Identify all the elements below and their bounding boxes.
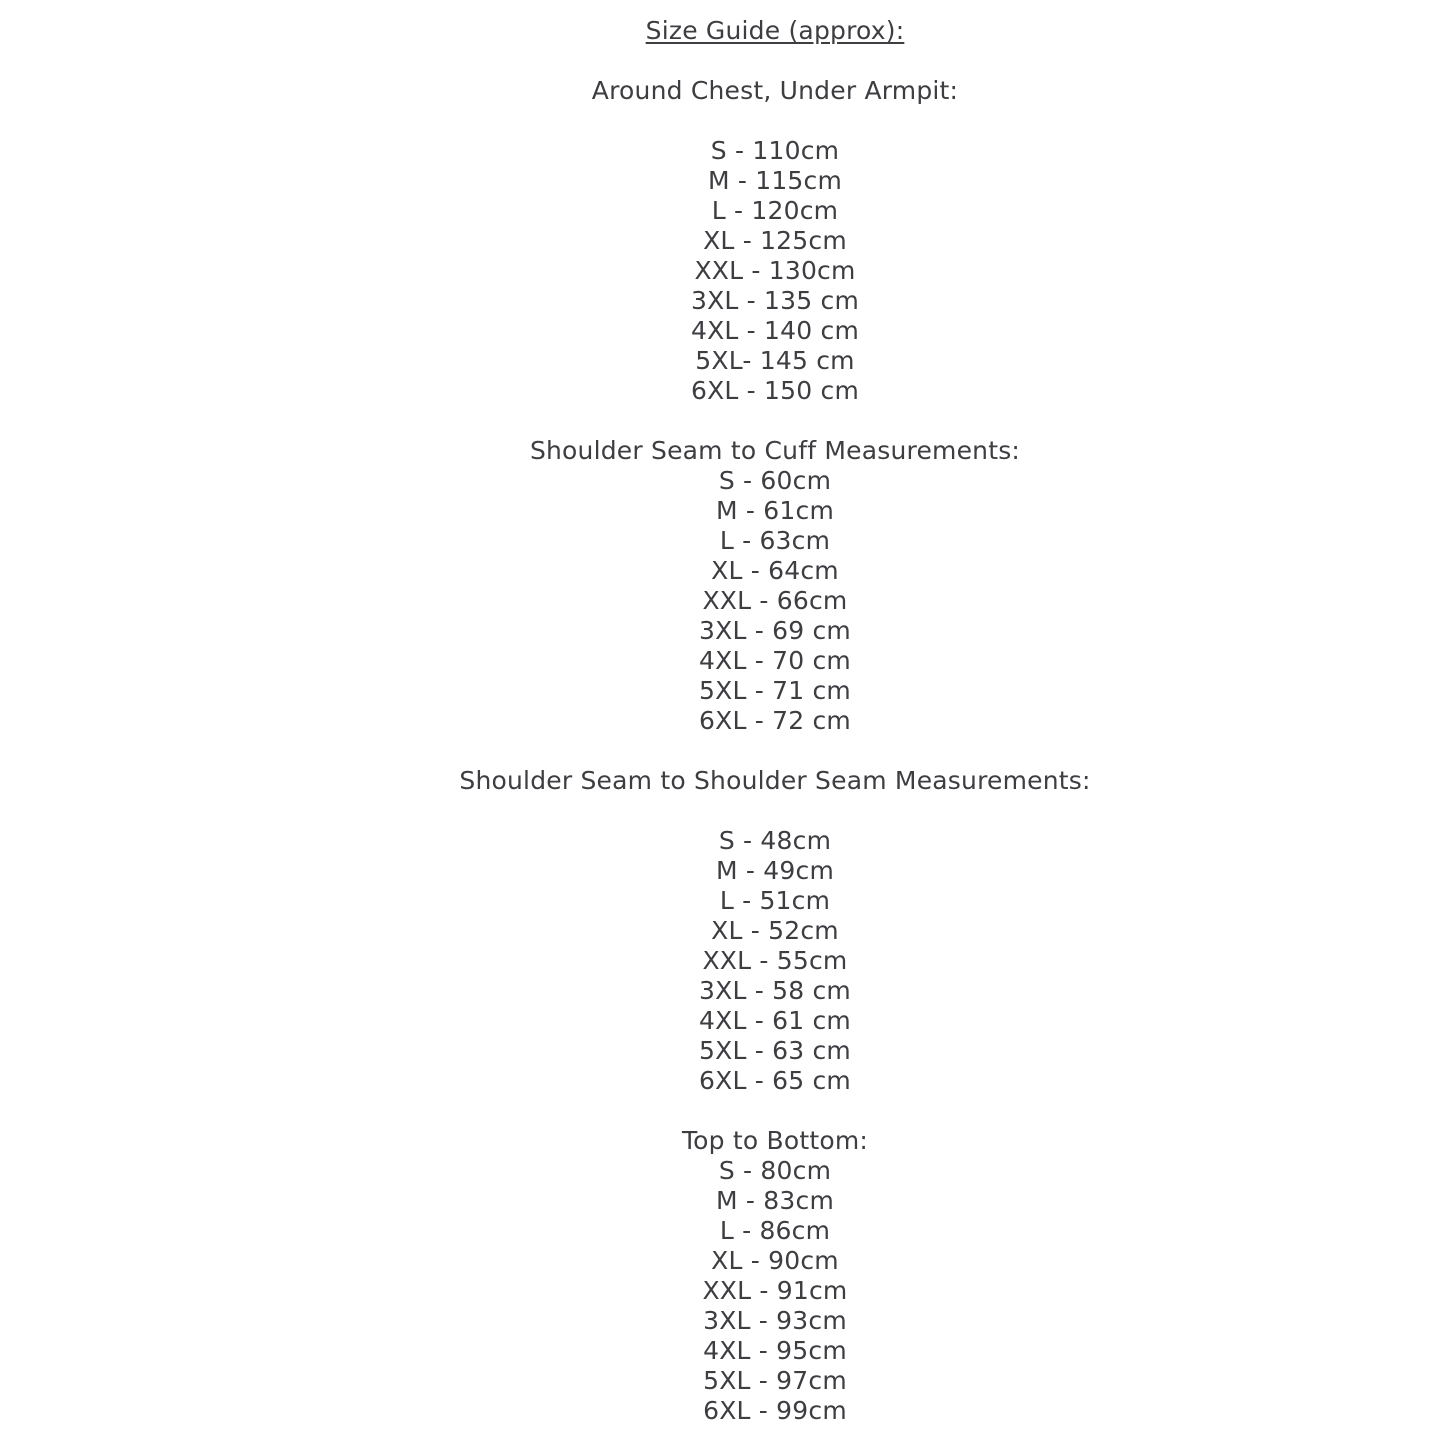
size-list-item: 6XL - 99cm — [703, 1396, 847, 1425]
size-guide-document — [105, 16, 1445, 1426]
size-list-item: M - 83cm — [716, 1186, 834, 1215]
size-list-item: S - 60cm — [718, 466, 832, 495]
size-list-item: L - 86cm — [719, 1216, 831, 1245]
size-list-item: XL - 64cm — [711, 556, 839, 585]
size-list-item: XXL - 66cm — [702, 586, 848, 615]
size-list-item: L - 63cm — [719, 526, 831, 555]
page-title: Size Guide (approx): — [645, 16, 905, 45]
size-list-item: S - 80cm — [718, 1156, 832, 1185]
section-heading: Shoulder Seam to Cuff Measurements: — [529, 436, 1021, 465]
size-list-item: 4XL - 140 cm — [690, 316, 860, 345]
size-list-item: 3XL - 135 cm — [690, 286, 860, 315]
size-list-item: XL - 125cm — [703, 226, 847, 255]
size-list — [105, 136, 1445, 406]
size-list-item: L - 51cm — [719, 886, 831, 915]
size-list-item: 5XL- 145 cm — [695, 346, 855, 375]
size-list — [105, 1156, 1445, 1426]
size-list-item: 3XL - 69 cm — [699, 616, 851, 645]
size-list-item: 6XL - 150 cm — [690, 376, 860, 405]
size-list-item: 6XL - 65 cm — [699, 1066, 851, 1095]
size-list-item: M - 49cm — [716, 856, 834, 885]
size-list-item: 6XL - 72 cm — [699, 706, 851, 735]
size-list-item: 4XL - 61 cm — [699, 1006, 851, 1035]
size-list-item: 3XL - 93cm — [703, 1306, 847, 1335]
size-list — [105, 826, 1445, 1096]
size-list-item: 5XL - 97cm — [703, 1366, 847, 1395]
size-list-item: XL - 90cm — [711, 1246, 839, 1275]
size-list — [105, 466, 1445, 736]
size-list-item: S - 110cm — [710, 136, 840, 165]
section-heading: Top to Bottom: — [681, 1126, 869, 1155]
size-list-item: 5XL - 63 cm — [699, 1036, 851, 1065]
size-list-item: 3XL - 58 cm — [699, 976, 851, 1005]
size-list-item: 4XL - 70 cm — [699, 646, 851, 675]
section-shoulder-to-shoulder — [105, 766, 1445, 1096]
size-list-item: 5XL - 71 cm — [699, 676, 851, 705]
section-heading: Shoulder Seam to Shoulder Seam Measurements: — [459, 766, 1091, 795]
size-list-item: XXL - 130cm — [694, 256, 856, 285]
section-top-to-bottom — [105, 1126, 1445, 1426]
size-list-item: L - 120cm — [711, 196, 839, 225]
section-around-chest — [105, 76, 1445, 406]
size-list-item: 4XL - 95cm — [703, 1336, 847, 1365]
section-shoulder-to-cuff — [105, 436, 1445, 736]
size-list-item: M - 61cm — [716, 496, 834, 525]
size-list-item: S - 48cm — [718, 826, 832, 855]
size-list-item: XXL - 91cm — [702, 1276, 848, 1305]
size-list-item: M - 115cm — [707, 166, 843, 195]
size-list-item: XXL - 55cm — [702, 946, 848, 975]
section-heading: Around Chest, Under Armpit: — [591, 76, 959, 105]
size-list-item: XL - 52cm — [711, 916, 839, 945]
